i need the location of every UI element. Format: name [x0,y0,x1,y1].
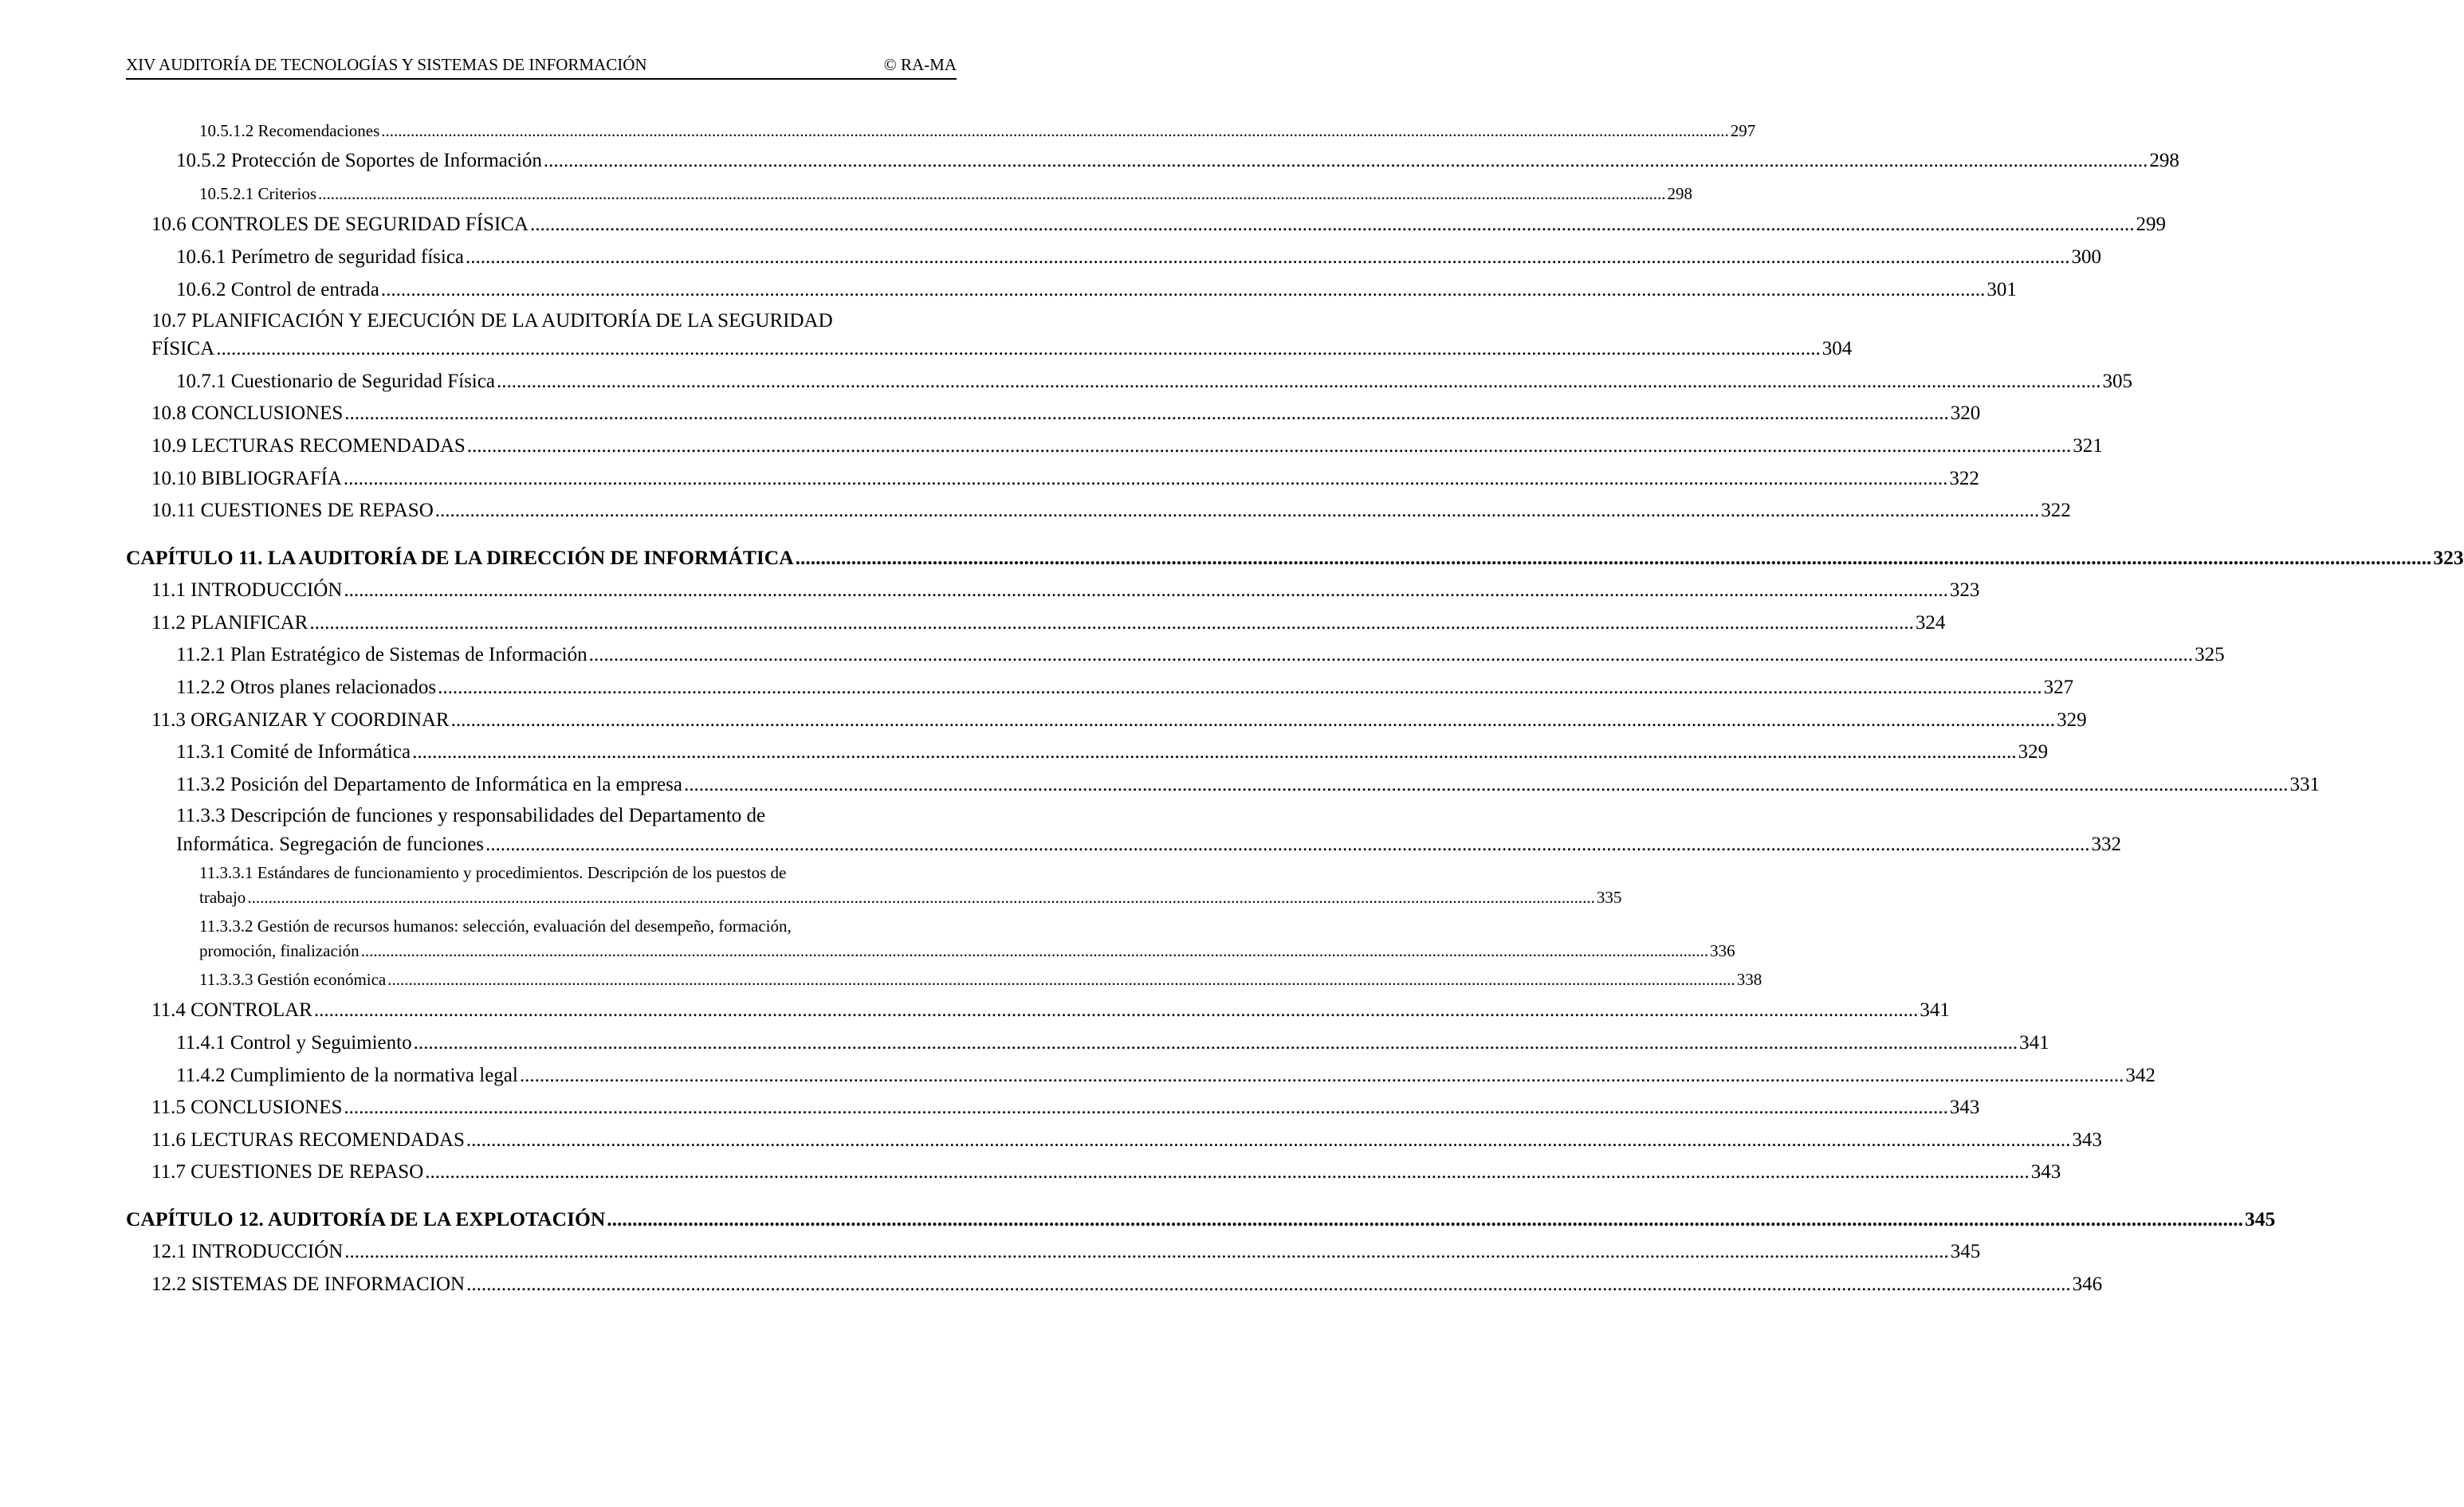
toc-entry[interactable] [151,402,1981,425]
toc-entry-page: 297 [1730,121,1756,140]
toc-entry-page: 304 [1821,338,1853,359]
toc-entry-title: FÍSICA [151,338,215,359]
toc-entry-title: trabajo [199,888,246,907]
toc-entry-page: 342 [2125,1065,2156,1086]
toc-entry-title: 10.5.2 Protección de Soportes de Información [176,150,542,171]
toc-entry-title: 11.3.1 Comité de Informática [176,741,411,763]
toc-leader-dots [361,941,1709,961]
toc-entry-page: 338 [1736,970,1763,989]
toc-chapter-title: CAPÍTULO 11. LA AUDITORÍA DE LA DIRECCIÓN DE INFORMÁTICA [126,546,794,569]
toc-entry-title: 10.6 CONTROLES DE SEGURIDAD FÍSICA [151,214,529,235]
toc-entry-page: 322 [1949,468,1979,489]
toc-entry[interactable] [176,1065,2156,1087]
toc-entry[interactable] [151,214,2166,236]
toc-leader-dots [216,338,1821,360]
toc-leader-dots [589,644,2194,666]
toc-leader-dots [467,435,2072,457]
toc-entry-page: 298 [2149,150,2179,171]
toc-entry-title: 11.4 CONTROLAR [151,999,312,1021]
toc-leader-dots [466,1273,2071,1296]
toc-leader-dots [451,709,2056,732]
toc-leader-dots [344,579,1948,602]
toc-entry-page: 345 [1950,1241,1981,1262]
toc-leader-dots [684,774,2289,796]
toc-entry[interactable] [176,1032,2049,1054]
toc-entry-title: 10.5.1.2 Recomendaciones [199,121,380,140]
toc-entry[interactable] [176,741,2049,763]
toc-entry[interactable] [176,246,2102,269]
toc-leader-dots [344,402,1949,425]
toc-chapter-entry[interactable] [126,546,2464,570]
toc-entry-line1[interactable]: 11.3.3.2 Gestión de recursos humanos: selección, evaluación del desempeño, formación, [199,916,792,936]
toc-entry-line1[interactable]: 11.3.3 Descripción de funciones y responsabilidades del Departamento de [176,805,766,826]
toc-leader-dots [485,834,2090,856]
header-publisher: © RA-MA [883,55,957,74]
toc-leader-dots [314,999,1919,1022]
toc-leader-dots [344,468,1948,490]
toc-entry[interactable] [151,338,1853,360]
toc-entry-page: 323 [1949,579,1980,601]
toc-entry-page: 329 [2057,709,2087,731]
toc-leader-dots [796,546,2432,570]
toc-entry-page: 324 [1915,612,1946,634]
toc-entry[interactable] [151,1273,2103,1296]
toc-entry-title: 11.4.2 Cumplimiento de la normativa legal [176,1065,518,1086]
toc-entry[interactable] [151,999,1950,1022]
toc-entry-title: 11.2.1 Plan Estratégico de Sistemas de Información [176,644,588,665]
toc-entry[interactable] [151,1129,2102,1152]
toc-entry[interactable] [151,1161,2061,1183]
toc-entry[interactable] [176,774,2320,796]
toc-leader-dots [466,1129,2071,1152]
toc-entry-page: 321 [2073,435,2103,457]
toc-entry-page: 299 [2136,214,2166,235]
running-header [126,53,957,80]
toc-leader-dots [247,888,1595,908]
toc-entry-page: 335 [1596,888,1622,907]
toc-entry[interactable] [176,644,2225,666]
toc-leader-dots [414,1032,2018,1054]
toc-entry[interactable] [176,834,2121,856]
toc-entry-page: 336 [1710,941,1735,960]
toc-entry-title: 10.9 LECTURAS RECOMENDADAS [151,435,466,457]
toc-entry-page: 298 [1667,184,1692,203]
toc-entry-page: 305 [2102,371,2132,392]
toc-entry-title: 10.11 CUESTIONES DE REPASO [151,500,434,521]
toc-entry-title: 11.3 ORGANIZAR Y COORDINAR [151,709,450,731]
toc-leader-dots [381,121,1729,141]
toc-entry-title: 11.3.2 Posición del Departamento de Informática en la empresa [176,774,682,795]
toc-entry-page: 320 [1950,402,1981,424]
toc-entry-title: 12.2 SISTEMAS DE INFORMACION [151,1273,466,1295]
toc-entry-title: 11.5 CONCLUSIONES [151,1097,343,1118]
toc-entry-page: 343 [1949,1097,1980,1118]
toc-entry[interactable] [176,279,2017,301]
toc-entry-page: 343 [2030,1161,2061,1183]
toc-entry-title: 12.1 INTRODUCCIÓN [151,1241,344,1262]
toc-entry[interactable] [151,435,2103,457]
toc-entry[interactable] [176,677,2074,699]
toc-leader-dots [318,184,1666,204]
toc-entry-title: promoción, finalización [199,941,360,960]
toc-entry-page: 327 [2043,677,2074,698]
toc-entry[interactable] [151,709,2087,732]
toc-leader-dots [412,741,2017,763]
toc-entry-page: 346 [2072,1273,2103,1295]
header-title: XIV AUDITORÍA DE TECNOLOGÍAS Y SISTEMAS DE INFORMACIÓN [126,55,647,74]
toc-entry-title: 10.7.1 Cuestionario de Seguridad Física [176,371,495,392]
toc-entry[interactable] [199,184,1692,204]
toc-entry-title: 10.10 BIBLIOGRAFÍA [151,468,342,489]
toc-entry-line1[interactable]: 11.3.3.1 Estándares de funcionamiento y procedimientos. Descripción de los puestos de [199,863,787,882]
toc-leader-dots [530,214,2135,236]
toc-entry[interactable] [176,150,2179,172]
toc-leader-dots [435,500,2040,522]
toc-entry-page: 329 [2018,741,2049,763]
toc-entry[interactable] [199,941,1735,961]
toc-entry-page: 325 [2195,644,2225,665]
toc-entry-page: 341 [1920,999,1950,1021]
toc-entry-title: 10.8 CONCLUSIONES [151,402,344,424]
toc-entry[interactable] [199,970,1763,990]
toc-entry-title: Informática. Segregación de funciones [176,834,484,855]
toc-leader-dots [309,612,1914,634]
toc-entry-page: 323 [2433,546,2464,569]
toc-entry[interactable] [151,579,1980,602]
toc-leader-dots [381,279,1986,301]
toc-chapter-title: CAPÍTULO 12. AUDITORÍA DE LA EXPLOTACIÓN [126,1207,606,1230]
toc-entry[interactable] [151,612,1946,634]
toc-entry-title: 10.6.2 Control de entrada [176,279,379,300]
toc-entry[interactable] [151,468,1979,490]
toc-entry-title: 10.6.1 Perímetro de seguridad física [176,246,465,268]
toc-leader-dots [438,677,2042,699]
toc-entry-title: 11.7 CUESTIONES DE REPASO [151,1161,424,1183]
toc-leader-dots [544,150,2148,172]
toc-entry-title: 11.3.3.3 Gestión económica [199,970,387,989]
toc-leader-dots [607,1207,2243,1231]
toc-entry-page: 300 [2071,246,2102,268]
toc-leader-dots [344,1097,1948,1119]
toc-entry[interactable] [199,121,1756,141]
toc-leader-dots [497,371,2101,393]
toc-chapter-entry[interactable] [126,1207,2276,1231]
toc-entry-title: 11.6 LECTURAS RECOMENDADAS [151,1129,465,1151]
toc-entry-title: 11.1 INTRODUCCIÓN [151,579,343,601]
toc-leader-dots [466,246,2070,269]
toc-entry[interactable] [151,1241,1981,1263]
toc-entry-title: 11.2 PLANIFICAR [151,612,308,634]
toc-leader-dots [387,970,1735,990]
toc-entry-page: 301 [1987,279,2017,300]
toc-entry-title: 10.5.2.1 Criterios [199,184,316,203]
toc-entry-page: 322 [2041,500,2071,521]
toc-entry[interactable] [151,1097,1980,1119]
toc-entry-title: 11.4.1 Control y Seguimiento [176,1032,412,1054]
toc-entry-page: 331 [2289,774,2320,795]
toc-entry-page: 332 [2091,834,2121,855]
toc-leader-dots [425,1161,2030,1183]
toc-entry-line1[interactable]: 10.7 PLANIFICACIÓN Y EJECUCIÓN DE LA AUDITORÍA DE LA SEGURIDAD [151,310,833,332]
toc-entry-page: 341 [2019,1032,2049,1054]
toc-leader-dots [520,1065,2124,1087]
toc-entry-page: 345 [2245,1207,2276,1230]
toc-entry-title: 11.2.2 Otros planes relacionados [176,677,437,698]
toc-entry[interactable] [176,371,2132,393]
toc-entry[interactable] [199,888,1622,908]
toc-leader-dots [344,1241,1949,1263]
toc-entry-page: 343 [2072,1129,2102,1151]
toc-entry[interactable] [151,500,2071,522]
